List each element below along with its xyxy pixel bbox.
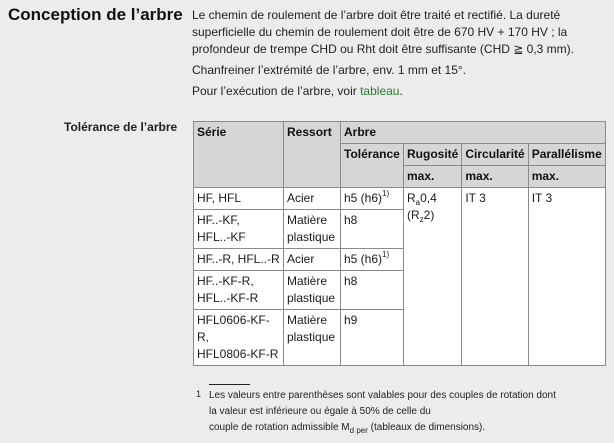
rz-symbol: (R xyxy=(407,208,420,222)
cell-circularite: IT 3 xyxy=(462,188,528,366)
serie-line: HFL..-KF xyxy=(197,230,246,244)
ra-value: 0,4 xyxy=(420,191,437,205)
ra-symbol: R xyxy=(407,191,416,205)
tolerance-table xyxy=(193,121,606,366)
serie-line: HF..-KF-R, xyxy=(197,274,254,288)
tableau-link[interactable]: tableau xyxy=(360,84,400,98)
footnote-ref[interactable]: 1) xyxy=(382,189,390,198)
tolerance-value: h5 (h6) xyxy=(344,252,383,266)
footnote-line-3-subscript: d per xyxy=(349,426,368,435)
cell-serie xyxy=(194,188,284,210)
cell-ressort xyxy=(284,249,341,271)
intro-paragraph-3-prefix: Pour l’exécution de l’arbre, voir xyxy=(192,84,361,98)
cell-tolerance xyxy=(341,271,404,310)
footnote-line-3-prefix: couple de rotation admissible M xyxy=(209,422,350,433)
footnote-mark: 1 xyxy=(196,389,202,399)
header-arbre: Arbre xyxy=(341,122,606,144)
tolerance-value: h9 xyxy=(344,313,358,327)
serie-line: HFL..-KF-R xyxy=(197,291,259,305)
rz-value: 2) xyxy=(423,208,435,222)
tolerance-heading: Tolérance de l’arbre xyxy=(64,120,178,134)
cell-serie xyxy=(194,310,284,366)
tolerance-value: h8 xyxy=(344,213,358,227)
header-ressort: Ressort xyxy=(284,122,341,188)
header-parallelisme-max: max. xyxy=(528,166,605,188)
cell-tolerance xyxy=(341,210,404,249)
ressort-line: Matière xyxy=(287,274,328,288)
cell-tolerance xyxy=(341,310,404,366)
serie-line: HFL0806-KF-R xyxy=(197,347,279,361)
footnote-divider xyxy=(209,384,250,385)
intro-paragraph-3-suffix: . xyxy=(399,84,403,98)
serie-line: HF, HFL xyxy=(197,191,242,205)
footnote-line xyxy=(209,420,606,436)
cell-tolerance xyxy=(341,188,404,210)
cell-ressort xyxy=(284,210,341,249)
ra-subscript: a xyxy=(415,198,421,207)
ressort-line: Acier xyxy=(287,252,315,266)
tolerance-value: h8 xyxy=(344,274,358,288)
intro-text xyxy=(192,7,610,104)
ressort-line: Matière xyxy=(287,313,328,327)
header-tolerance: Tolérance xyxy=(341,144,404,188)
cell-ressort xyxy=(284,188,341,210)
ressort-line: plastique xyxy=(287,330,336,344)
cell-tolerance xyxy=(341,249,404,271)
header-serie: Série xyxy=(194,122,284,188)
cell-rugosite xyxy=(404,188,462,366)
serie-line: HFL0606-KF-R, xyxy=(197,313,270,344)
header-circularite: Circularité xyxy=(462,144,528,166)
rz-subscript: z xyxy=(419,215,424,224)
tolerance-value: h5 (h6) xyxy=(344,191,383,205)
footnote-line-3-suffix: (tableaux de dimensions). xyxy=(367,422,486,433)
cell-parallelisme: IT 3 xyxy=(528,188,605,366)
ressort-line: plastique xyxy=(287,291,336,305)
footnote xyxy=(196,388,606,436)
rugosite-rz xyxy=(407,207,458,224)
cell-serie xyxy=(194,210,284,249)
header-circularite-max: max. xyxy=(462,166,528,188)
intro-paragraph-1: Le chemin de roulement de l’arbre doit être traité et rectifié. La dureté superficielle du chemin de roulement doit être de 670 HV + 170 HV ; la profondeur de trempe CHD ou Rht doit être suffisante (CHD ≧ 0,3 mm). xyxy=(192,8,574,56)
intro-paragraph-3 xyxy=(192,83,610,100)
footnote-ref[interactable]: 1) xyxy=(382,250,390,259)
footnote-line: Les valeurs entre parenthèses sont valables pour des couples de rotation dont xyxy=(209,390,556,401)
table-row xyxy=(194,188,606,210)
header-parallelisme: Parallélisme xyxy=(528,144,605,166)
cell-serie xyxy=(194,249,284,271)
serie-line: HF..-KF, xyxy=(197,213,240,227)
rugosite-ra xyxy=(407,190,458,207)
ressort-line: plastique xyxy=(287,230,336,244)
section-title: Conception de l’arbre xyxy=(8,5,183,24)
cell-serie xyxy=(194,271,284,310)
ressort-line: Acier xyxy=(287,191,315,205)
footnote-line: la valeur est inférieure ou égale à 50% de celle du xyxy=(209,406,431,417)
header-rugosite-max: max. xyxy=(404,166,462,188)
cell-ressort xyxy=(284,310,341,366)
header-rugosite: Rugosité xyxy=(404,144,462,166)
ressort-line: Matière xyxy=(287,213,328,227)
serie-line: HF..-R, HFL..-R xyxy=(197,252,280,266)
cell-ressort xyxy=(284,271,341,310)
intro-paragraph-2: Chanfreiner l’extrémité de l’arbre, env. 1 mm et 15°. xyxy=(192,63,467,77)
